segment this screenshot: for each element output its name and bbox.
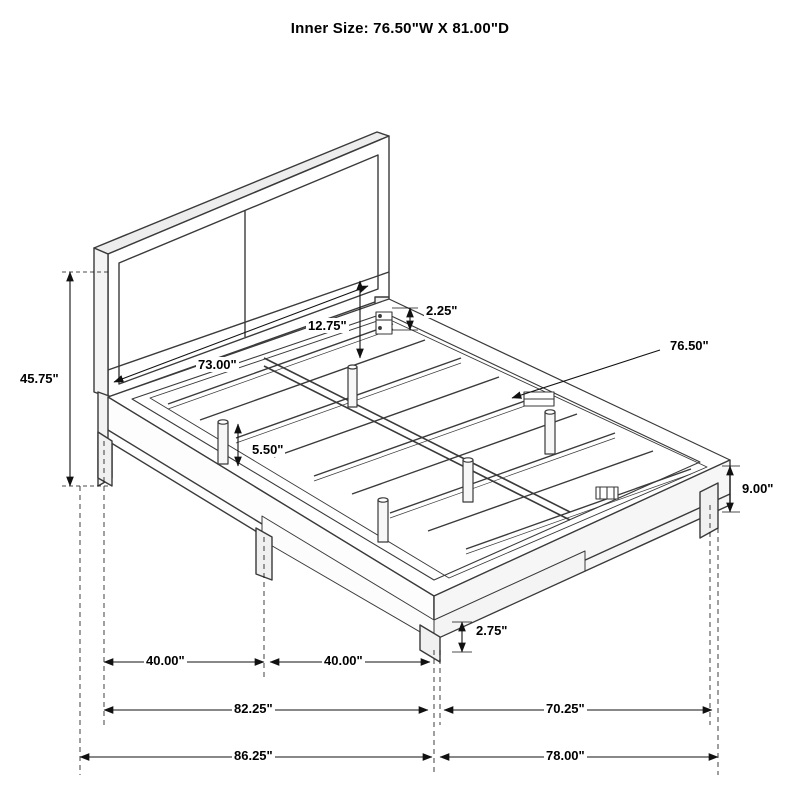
page-title: Inner Size: 76.50"W X 81.00"D <box>290 20 510 37</box>
dimension-label-frame-depth: 70.25" <box>546 701 585 716</box>
dimension-label-leg-span-right: 40.00" <box>324 653 363 668</box>
dimension-label-inner-width: 76.50" <box>670 338 709 353</box>
dimension-label-overall-length: 86.25" <box>234 748 273 763</box>
dimension-label-frame-length: 82.25" <box>234 701 273 716</box>
dimension-label-slat-leg-height: 5.50" <box>252 442 284 457</box>
dimension-label-leg-span-left: 40.00" <box>146 653 185 668</box>
dimension-label-rail-thickness: 2.25" <box>426 303 458 318</box>
dimension-label-side-rail-height: 9.00" <box>742 481 774 496</box>
dimension-label-headboard-panel-height: 12.75" <box>308 318 347 333</box>
dimension-label-headboard-height: 45.75" <box>20 371 59 386</box>
dimension-label-foot-clearance: 2.75" <box>476 623 508 638</box>
dimension-label-overall-depth: 78.00" <box>546 748 585 763</box>
dimension-label-headboard-panel-width: 73.00" <box>198 357 237 372</box>
